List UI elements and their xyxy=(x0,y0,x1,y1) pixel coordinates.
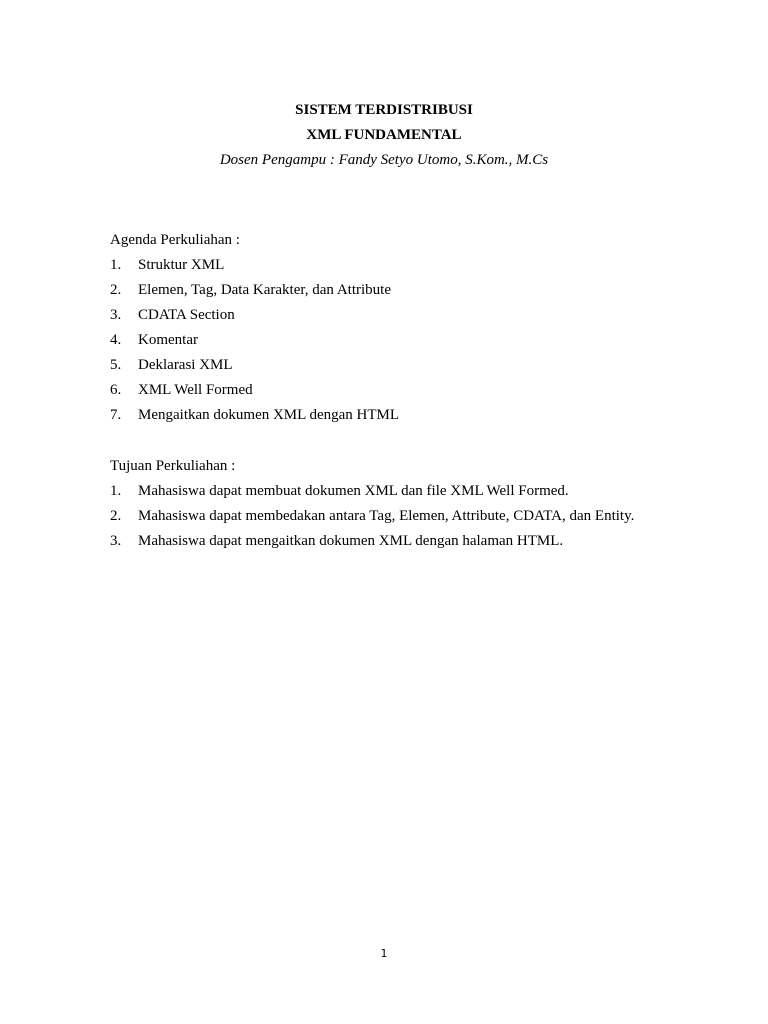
document-header xyxy=(0,98,768,173)
objectives-list xyxy=(110,479,710,554)
agenda-heading: Agenda Perkuliahan : xyxy=(110,232,240,248)
list-item xyxy=(110,353,710,378)
list-item-number: 7. xyxy=(110,407,122,423)
agenda-list xyxy=(110,253,710,428)
list-item xyxy=(110,479,710,504)
list-item-text: Mahasiswa dapat membedakan antara Tag, Elemen, Attribute, CDATA, dan Entity. xyxy=(138,508,635,524)
list-item-text: Elemen, Tag, Data Karakter, dan Attribute xyxy=(138,282,391,298)
list-item xyxy=(110,378,710,403)
list-item-number: 2. xyxy=(110,508,122,524)
list-item-text: Komentar xyxy=(138,332,198,348)
objectives-heading: Tujuan Perkuliahan : xyxy=(110,458,236,474)
list-item-text: Struktur XML xyxy=(138,257,225,273)
course-title: SISTEM TERDISTRIBUSI xyxy=(295,102,473,118)
list-item-number: 3. xyxy=(110,307,122,323)
list-item xyxy=(110,278,710,303)
objectives-section xyxy=(110,454,710,554)
list-item-text: Mengaitkan dokumen XML dengan HTML xyxy=(138,407,400,423)
list-item-text: Mahasiswa dapat membuat dokumen XML dan file XML Well Formed. xyxy=(138,483,569,499)
list-item-number: 4. xyxy=(110,332,122,348)
list-item-text: CDATA Section xyxy=(138,307,235,323)
list-item xyxy=(110,328,710,353)
list-item xyxy=(110,403,710,428)
list-item xyxy=(110,253,710,278)
list-item-text: Deklarasi XML xyxy=(138,357,233,373)
topic-title: XML FUNDAMENTAL xyxy=(306,127,462,143)
list-item-number: 1. xyxy=(110,483,122,499)
list-item xyxy=(110,303,710,328)
list-item-text: Mahasiswa dapat mengaitkan dokumen XML dengan halaman HTML. xyxy=(138,533,564,549)
list-item-number: 5. xyxy=(110,357,122,373)
list-item-number: 6. xyxy=(110,382,122,398)
list-item-number: 1. xyxy=(110,257,122,273)
list-item-text: XML Well Formed xyxy=(138,382,253,398)
list-item-number: 3. xyxy=(110,533,122,549)
list-item xyxy=(110,529,710,554)
lecturer-line: Dosen Pengampu : Fandy Setyo Utomo, S.Kom., M.Cs xyxy=(219,152,549,168)
agenda-section xyxy=(110,228,710,428)
page-number: 1 xyxy=(380,947,388,960)
list-item xyxy=(110,504,710,529)
list-item-number: 2. xyxy=(110,282,122,298)
